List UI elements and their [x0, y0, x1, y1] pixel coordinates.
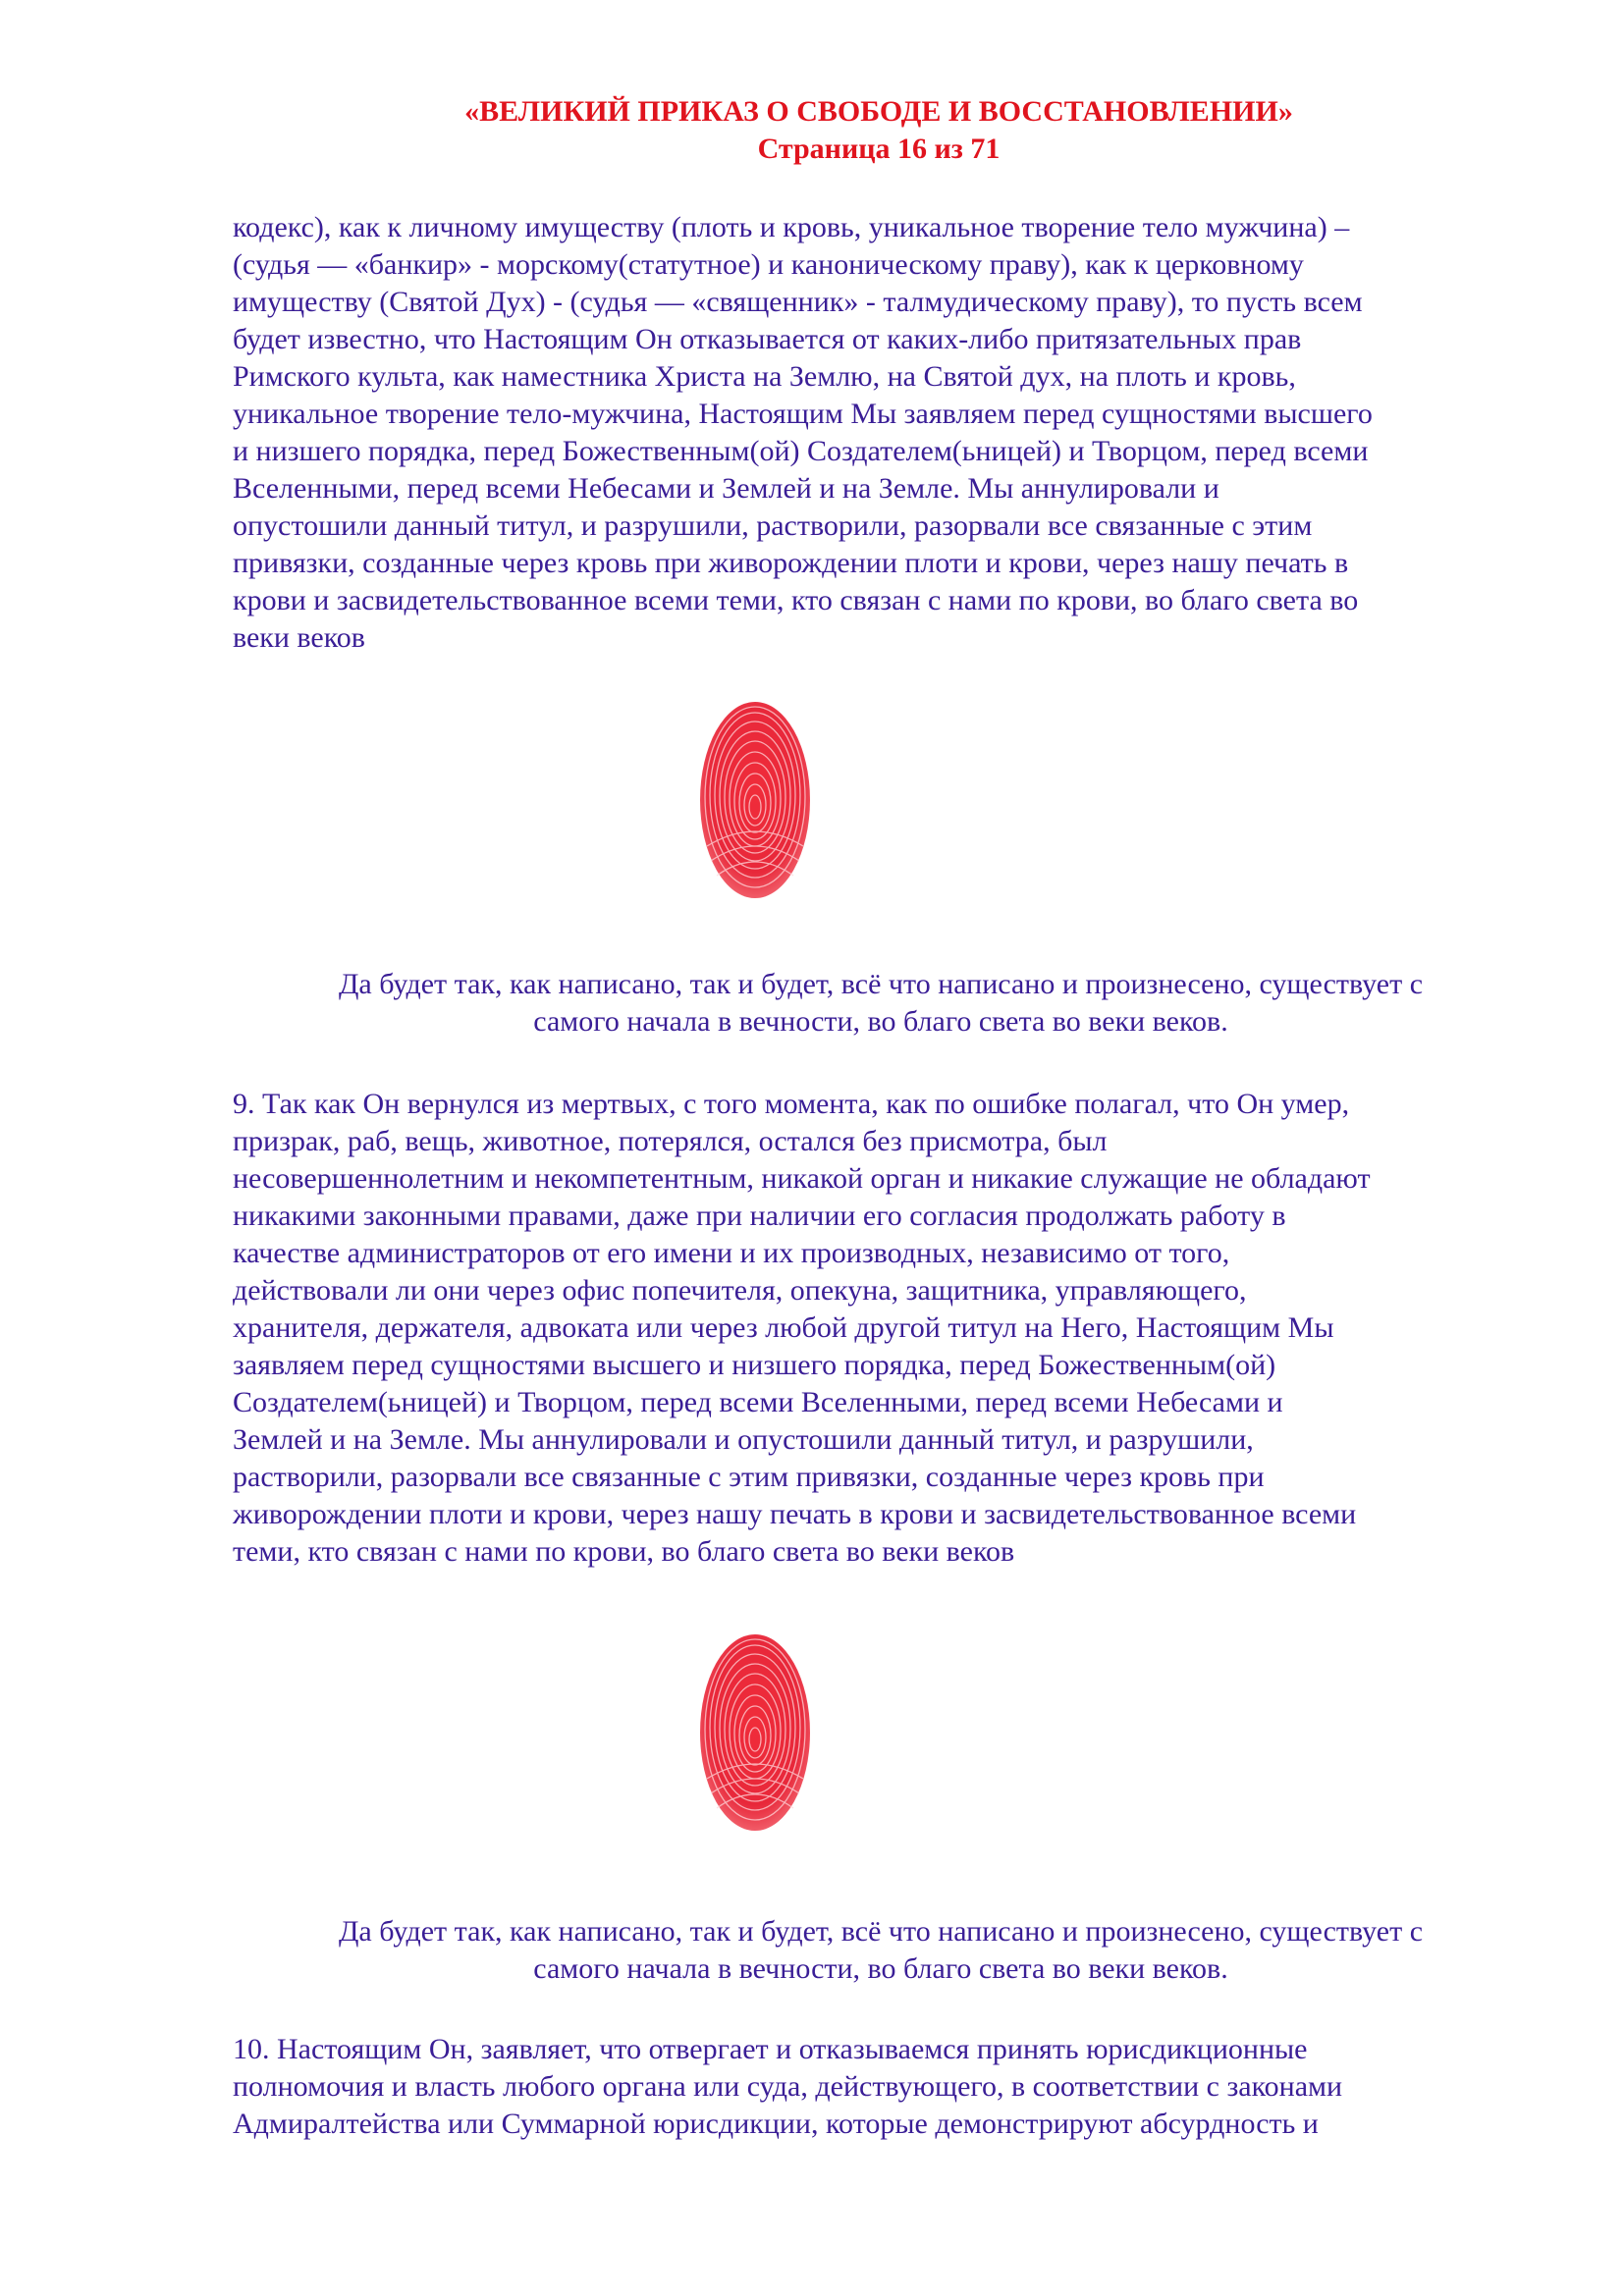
- text-line: будет известно, что Настоящим Он отказывается от каких-либо притязательных прав: [233, 323, 1302, 355]
- text-line: Римского культа, как наместника Христа на Землю, на Святой дух, на плоть и кровь,: [233, 360, 1296, 393]
- paragraph-10: [233, 2031, 1529, 2143]
- text-line: призрак, раб, вещь, животное, потерялся, остался без присмотра, был: [233, 1125, 1108, 1157]
- closing-statement-2: [233, 1913, 1529, 1988]
- text-line: опустошили данный титул, и разрушили, растворили, разорвали все связанные с этим: [233, 509, 1313, 542]
- closing-line: самого начала в вечности, во благо света во веки веков.: [533, 1952, 1228, 1985]
- text-line: кодекс), как к личному имуществу (плоть и кровь, уникальное творение тело мужчина) –: [233, 211, 1350, 243]
- closing-line: Да будет так, как написано, так и будет, всё что написано и произнесено, существует с: [338, 968, 1424, 1000]
- text-line: заявляем перед сущностями высшего и низшего порядка, перед Божественным(ой): [233, 1349, 1276, 1381]
- paragraph-9: [233, 1086, 1529, 1571]
- text-line: растворили, разорвали все связанные с этим привязки, созданные через кровь при: [233, 1461, 1265, 1493]
- text-line: привязки, созданные через кровь при живорождении плоти и крови, через нашу печать в: [233, 547, 1349, 579]
- document-title: «ВЕЛИКИЙ ПРИКАЗ О СВОБОДЕ И ВОССТАНОВЛЕНИИ»: [464, 95, 1293, 128]
- text-line: действовали ли они через офис попечителя, опекуна, защитника, управляющего,: [233, 1274, 1247, 1307]
- text-line: 9. Так как Он вернулся из мертвых, с того момента, как по ошибке полагал, что Он умер,: [233, 1088, 1350, 1120]
- text-line: качестве администраторов от его имени и их производных, независимо от того,: [233, 1237, 1230, 1269]
- text-line: полномочия и власть любого органа или суда, действующего, в соответствии с законами: [233, 2070, 1343, 2103]
- text-line: Адмиралтейства или Суммарной юрисдикции, которые демонстрируют абсурдность и: [233, 2108, 1319, 2140]
- text-line: крови и засвидетельствованное всеми теми, кто связан с нами по крови, во благо света во: [233, 584, 1359, 616]
- text-line: живорождении плоти и крови, через нашу печать в крови и засвидетельствованное всеми: [233, 1498, 1357, 1530]
- text-line: имуществу (Святой Дух) - (судья — «священник» - талмудическому праву), то пусть всем: [233, 286, 1363, 318]
- page-indicator: Страница 16 из 71: [757, 133, 1001, 165]
- text-line: веки веков: [233, 621, 365, 654]
- text-line: (судья — «банкир» - морскому(статутное) и каноническому праву), как к церковному: [233, 248, 1304, 281]
- text-line: и низшего порядка, перед Божественным(ой) Создателем(ьницей) и Творцом, перед всеми: [233, 435, 1369, 467]
- closing-statement-1: [233, 966, 1529, 1041]
- closing-line: Да будет так, как написано, так и будет, всё что написано и произнесено, существует с: [338, 1915, 1424, 1948]
- text-line: теми, кто связан с нами по крови, во благо света во веки веков: [233, 1535, 1015, 1568]
- text-line: несовершеннолетним и некомпетентным, никакой орган и никакие служащие не обладают: [233, 1162, 1371, 1195]
- fingerprint-seal-2: [697, 1631, 813, 1834]
- fingerprint-seal-1: [697, 699, 813, 901]
- text-line: Создателем(ьницей) и Творцом, перед всеми Вселенными, перед всеми Небесами и: [233, 1386, 1283, 1418]
- paragraph-continuation: [233, 209, 1529, 657]
- document-header: [0, 93, 1624, 168]
- text-line: уникальное творение тело-мужчина, Настоящим Мы заявляем перед сущностями высшего: [233, 398, 1373, 430]
- text-line: Землей и на Земле. Мы аннулировали и опустошили данный титул, и разрушили,: [233, 1423, 1254, 1456]
- text-line: Вселенными, перед всеми Небесами и Землей и на Земле. Мы аннулировали и: [233, 472, 1219, 505]
- closing-line: самого начала в вечности, во благо света во веки веков.: [533, 1005, 1228, 1038]
- text-line: хранителя, держателя, адвоката или через любой другой титул на Него, Настоящим Мы: [233, 1311, 1334, 1344]
- text-line: никакими законными правами, даже при наличии его согласия продолжать работу в: [233, 1200, 1286, 1232]
- text-line: 10. Настоящим Он, заявляет, что отвергает и отказываемся принять юрисдикционные: [233, 2033, 1308, 2065]
